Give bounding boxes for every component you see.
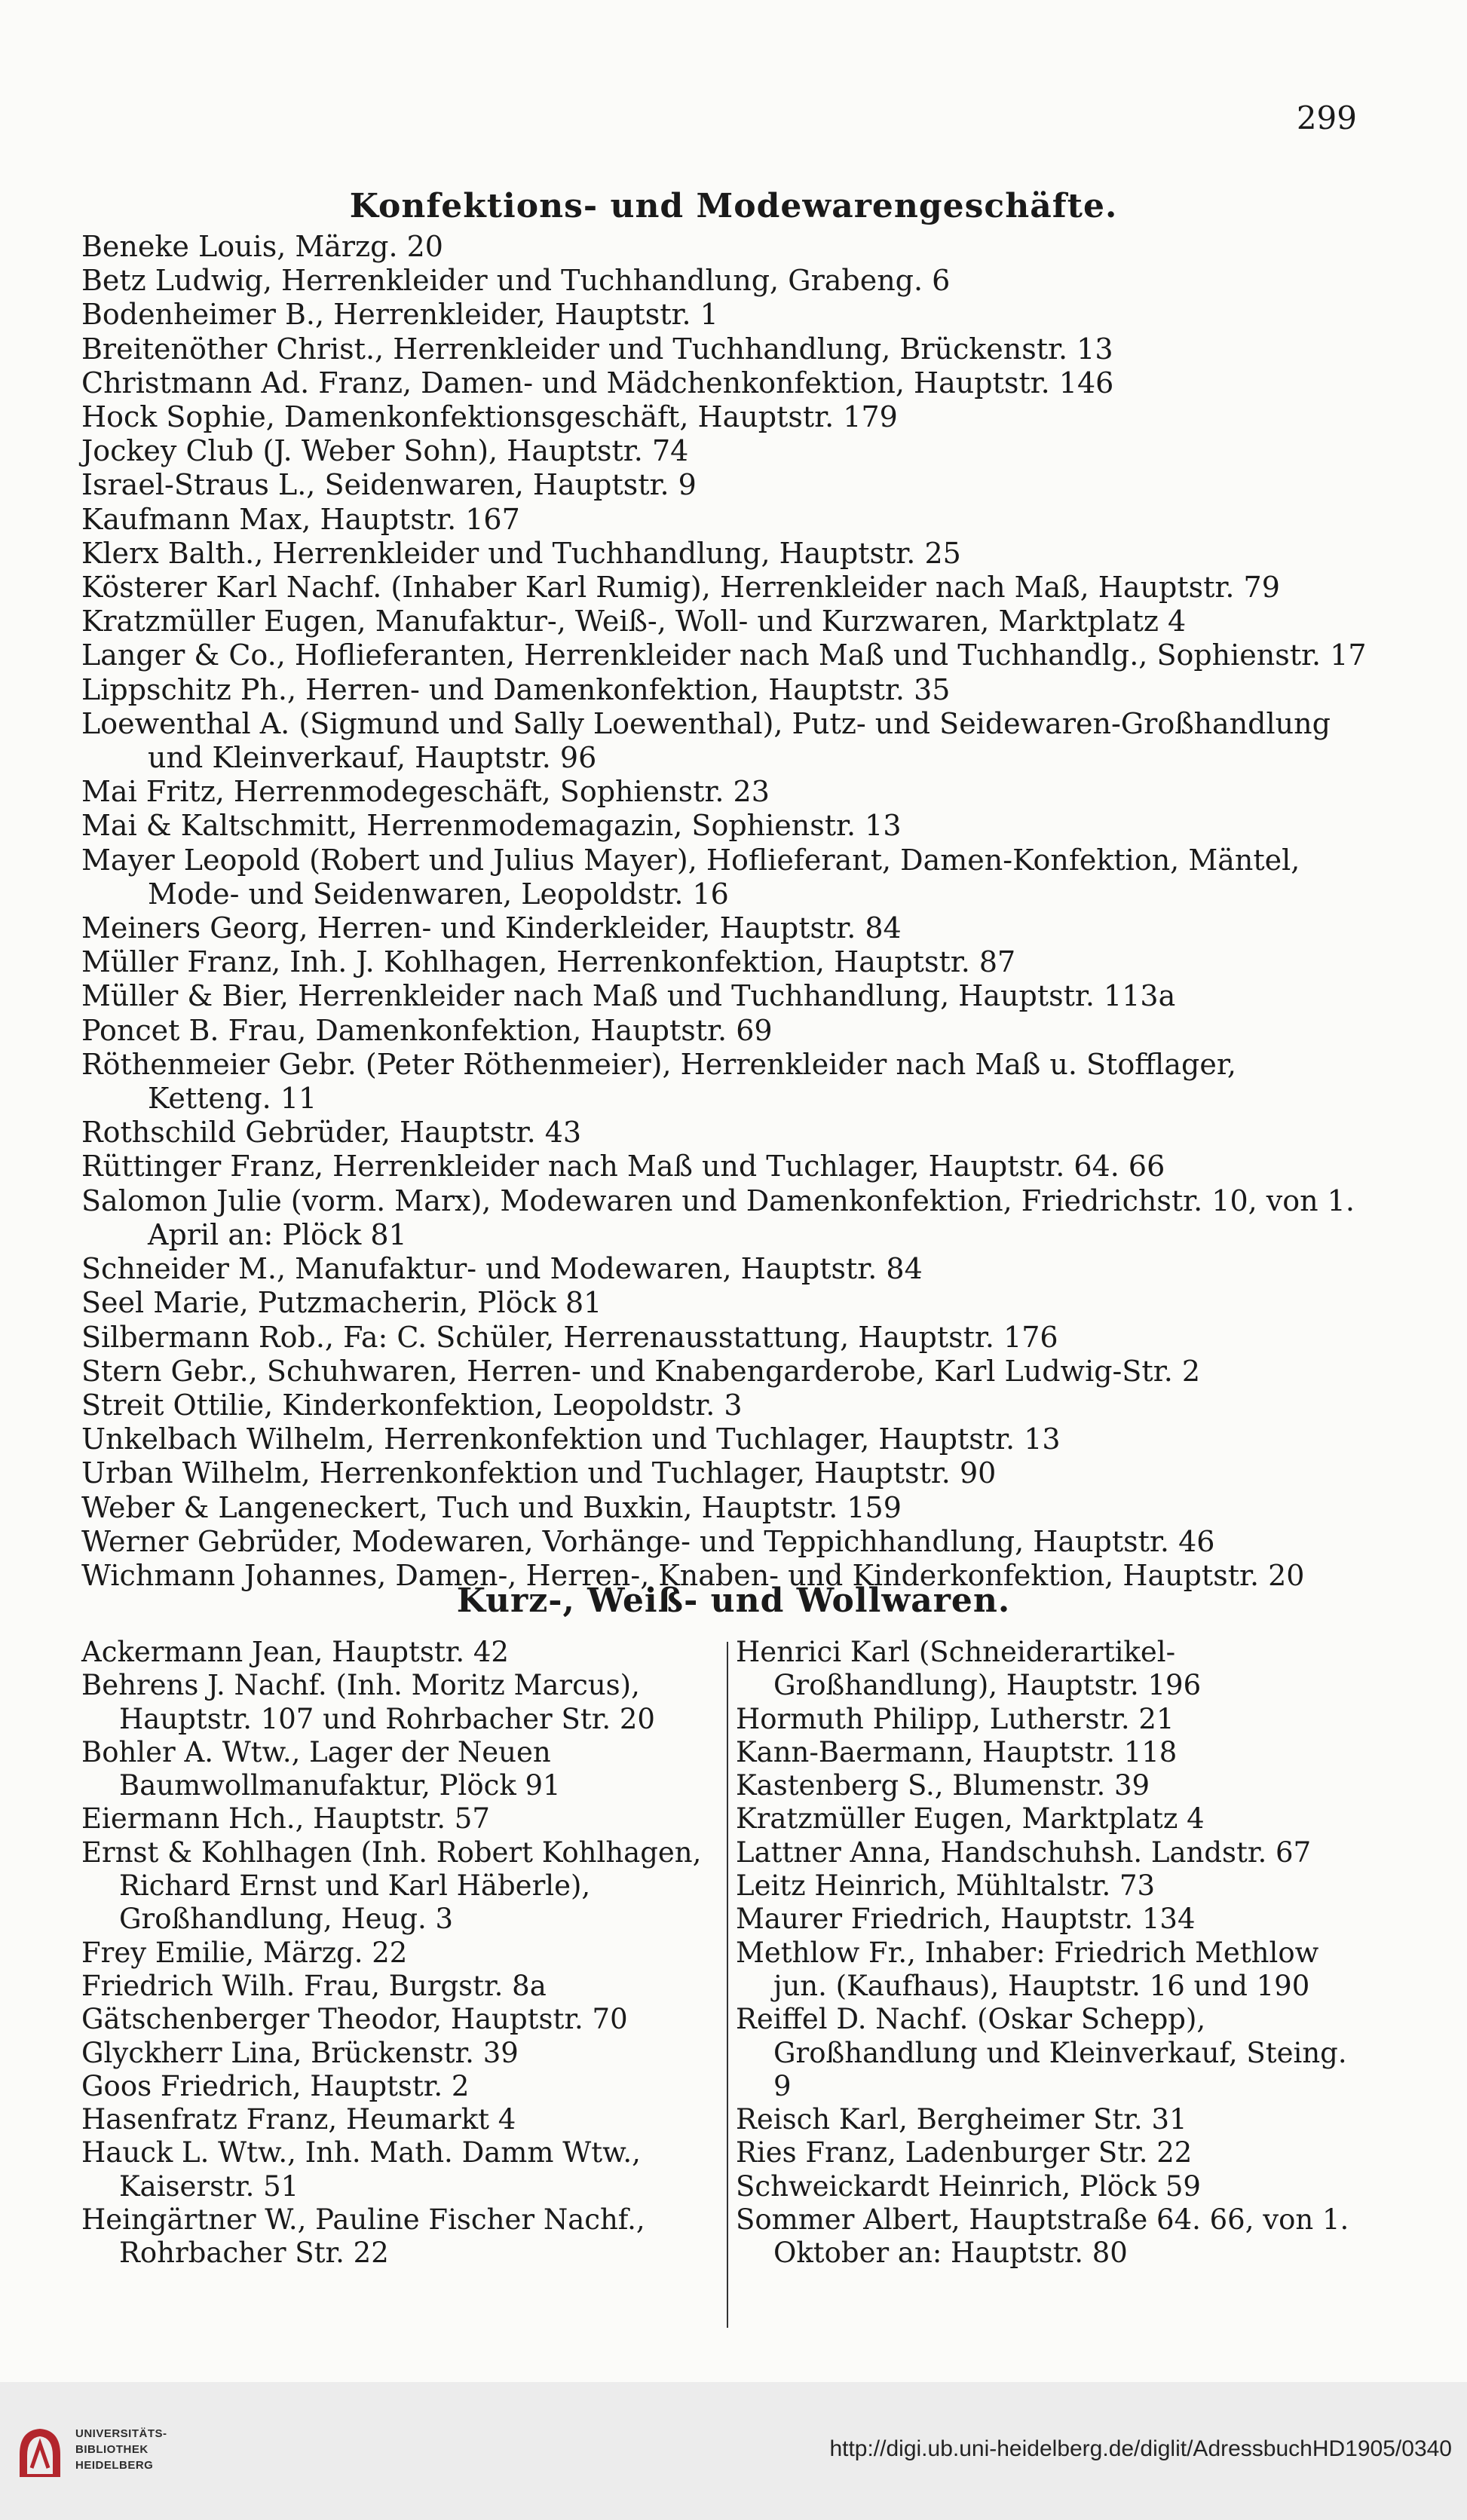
directory-entry: Rüttinger Franz, Herrenkleider nach Maß und Tuchlager, Hauptstr. 64. 66 [81,1150,1165,1183]
directory-entry: Wichmann Johannes, Damen-, Herren-, Knaben- und Kinderkonfektion, Hauptstr. 20 [81,1558,1305,1592]
konfektion-entry-list [81,230,1367,1593]
directory-entry: Israel-Straus L., Seidenwaren, Hauptstr. 9 [81,468,697,502]
footer-bar [0,2382,1467,2520]
directory-entry: Müller Franz, Inh. J. Kohlhagen, Herrenkonfektion, Hauptstr. 87 [81,945,1016,979]
kurzwaren-right-column [736,1636,1369,2270]
directory-entry: Unkelbach Wilhelm, Herrenkonfektion und Tuchlager, Hauptstr. 13 [81,1422,1061,1456]
directory-entry: Breitenöther Christ., Herrenkleider und Tuchhandlung, Brückenstr. 13 [81,332,1113,366]
directory-entry: Mai Fritz, Herrenmodegeschäft, Sophienstr. 23 [81,775,770,809]
directory-entry: Werner Gebrüder, Modewaren, Vorhänge- und Teppichhandlung, Hauptstr. 46 [81,1524,1215,1558]
directory-entry: Frey Emilie, Märzg. 22 [81,1936,408,1969]
section-title-konfektion: Konfektions- und Modewarengeschäfte. [349,187,1118,225]
directory-entry: Kratzmüller Eugen, Marktplatz 4 [736,1802,1205,1836]
directory-entry: Reisch Karl, Bergheimer Str. 31 [736,2103,1187,2136]
directory-entry: Lattner Anna, Handschuhsh. Landstr. 67 [736,1836,1312,1869]
directory-entry: Goos Friedrich, Hauptstr. 2 [81,2069,470,2102]
directory-entry: Salomon Julie (vorm. Marx), Modewaren und Damenkonfektion, Friedrichstr. 10, von 1. April an: Plöck 81 [81,1183,1355,1251]
directory-entry: Henrici Karl (Schneiderartikel-Großhandlung), Hauptstr. 196 [736,1636,1202,1702]
directory-entry: Hasenfratz Franz, Heumarkt 4 [81,2103,516,2136]
directory-entry: Langer & Co., Hoflieferanten, Herrenkleider nach Maß und Tuchhandlg., Sophienstr. 17 [81,638,1367,672]
directory-entry: Röthenmeier Gebr. (Peter Röthenmeier), Herrenkleider nach Maß u. Stofflager, Ketteng. 11 [81,1047,1236,1116]
directory-entry: Lippschitz Ph., Herren- und Damenkonfektion, Hauptstr. 35 [81,672,951,706]
directory-entry: Gätschenberger Theodor, Hauptstr. 70 [81,2003,628,2036]
directory-entry: Rothschild Gebrüder, Hauptstr. 43 [81,1116,582,1150]
directory-entry: Klerx Balth., Herrenkleider und Tuchhandlung, Hauptstr. 25 [81,536,961,570]
directory-entry: Hauck L. Wtw., Inh. Math. Damm Wtw., Kaiserstr. 51 [81,2136,641,2203]
directory-entry: Kastenberg S., Blumenstr. 39 [736,1769,1150,1802]
directory-entry: Ernst & Kohlhagen (Inh. Robert Kohlhagen, Richard Ernst und Karl Häberle), Großhandlung, Heug. 3 [81,1836,702,1936]
directory-entry: Mai & Kaltschmitt, Herrenmodemagazin, Sophienstr. 13 [81,809,902,843]
directory-entry: Weber & Langeneckert, Tuch und Buxkin, Hauptstr. 159 [81,1490,902,1524]
directory-entry: Kratzmüller Eugen, Manufaktur-, Weiß-, Woll- und Kurzwaren, Marktplatz 4 [81,605,1187,638]
directory-entry: Kösterer Karl Nachf. (Inhaber Karl Rumig), Herrenkleider nach Maß, Hauptstr. 79 [81,571,1280,605]
directory-entry: Methlow Fr., Inhaber: Friedrich Methlow jun. (Kaufhaus), Hauptstr. 16 und 190 [736,1936,1319,2002]
page-number: 299 [1296,100,1357,136]
directory-entry: Urban Wilhelm, Herrenkonfektion und Tuchlager, Hauptstr. 90 [81,1456,997,1490]
directory-entry: Kaufmann Max, Hauptstr. 167 [81,502,520,536]
directory-entry: Ries Franz, Ladenburger Str. 22 [736,2136,1193,2169]
directory-entry: Reiffel D. Nachf. (Oskar Schepp), Großhandlung und Kleinverkauf, Steing. 9 [736,2003,1347,2102]
directory-entry: Seel Marie, Putzmacherin, Plöck 81 [81,1286,602,1320]
directory-entry: Friedrich Wilh. Frau, Burgstr. 8a [81,1969,547,2002]
library-name-line-2: BIBLIOTHEK [75,2443,149,2456]
directory-entry: Ackermann Jean, Hauptstr. 42 [81,1636,509,1668]
kurzwaren-left-column [81,1636,718,2270]
directory-entry: Betz Ludwig, Herrenkleider und Tuchhandlung, Grabeng. 6 [81,264,951,298]
directory-entry: Heingärtner W., Pauline Fischer Nachf., Rohrbacher Str. 22 [81,2203,645,2270]
directory-entry: Loewenthal A. (Sigmund und Sally Loewenthal), Putz- und Seidewaren-Großhandlung und Kleinverkauf, Hauptstr. 96 [81,706,1331,775]
directory-entry: Bohler A. Wtw., Lager der Neuen Baumwollmanufaktur, Plöck 91 [81,1735,561,1802]
library-name [75,2426,196,2473]
directory-entry: Hock Sophie, Damenkonfektionsgeschäft, Hauptstr. 179 [81,400,898,434]
directory-entry: Leitz Heinrich, Mühltalstr. 73 [736,1869,1156,1903]
directory-entry: Schneider M., Manufaktur- und Modewaren, Hauptstr. 84 [81,1252,923,1286]
directory-entry: Streit Ottilie, Kinderkonfektion, Leopoldstr. 3 [81,1388,743,1422]
directory-entry: Christmann Ad. Franz, Damen- und Mädchenkonfektion, Hauptstr. 146 [81,366,1114,400]
library-logo[interactable] [14,2418,187,2486]
directory-entry: Hormuth Philipp, Lutherstr. 21 [736,1702,1175,1735]
directory-entry: Stern Gebr., Schuhwaren, Herren- und Knabengarderobe, Karl Ludwig-Str. 2 [81,1354,1201,1388]
directory-entry: Behrens J. Nachf. (Inh. Moritz Marcus), Hauptstr. 107 und Rohrbacher Str. 20 [81,1669,655,1735]
source-url-link[interactable]: http://digi.ub.uni-heidelberg.de/diglit/AdressbuchHD1905/0340 [829,2436,1452,2461]
directory-entry: Meiners Georg, Herren- und Kinderkleider, Hauptstr. 84 [81,911,902,945]
section-title-kurzwaren: Kurz-, Weiß- und Wollwaren. [456,1582,1011,1620]
directory-entry: Poncet B. Frau, Damenkonfektion, Hauptstr. 69 [81,1013,773,1047]
directory-entry: Sommer Albert, Hauptstraße 64. 66, von 1. Oktober an: Hauptstr. 80 [736,2203,1349,2270]
directory-entry: Eiermann Hch., Hauptstr. 57 [81,1802,490,1836]
directory-entry: Mayer Leopold (Robert und Julius Mayer), Hoflieferant, Damen-Konfektion, Mäntel, Mode- und Seidenwaren, Leopoldstr. 16 [81,843,1300,911]
directory-entry: Schweickardt Heinrich, Plöck 59 [736,2169,1201,2203]
directory-entry: Beneke Louis, Märzg. 20 [81,230,443,263]
directory-entry: Kann-Baermann, Hauptstr. 118 [736,1735,1178,1768]
library-seal-icon [14,2424,66,2482]
directory-entry: Müller & Bier, Herrenkleider nach Maß und Tuchhandlung, Hauptstr. 113a [81,979,1176,1013]
directory-entry: Silbermann Rob., Fa: C. Schüler, Herrenausstattung, Hauptstr. 176 [81,1320,1058,1354]
library-name-line-3: HEIDELBERG [75,2459,154,2472]
directory-entry: Jockey Club (J. Weber Sohn), Hauptstr. 74 [81,434,689,468]
column-divider [727,1642,728,2328]
library-name-line-1: UNIVERSITÄTS- [75,2427,167,2440]
directory-entry: Maurer Friedrich, Hauptstr. 134 [736,1903,1196,1936]
directory-entry: Glyckherr Lina, Brückenstr. 39 [81,2036,519,2069]
directory-entry: Bodenheimer B., Herrenkleider, Hauptstr. 1 [81,298,718,332]
